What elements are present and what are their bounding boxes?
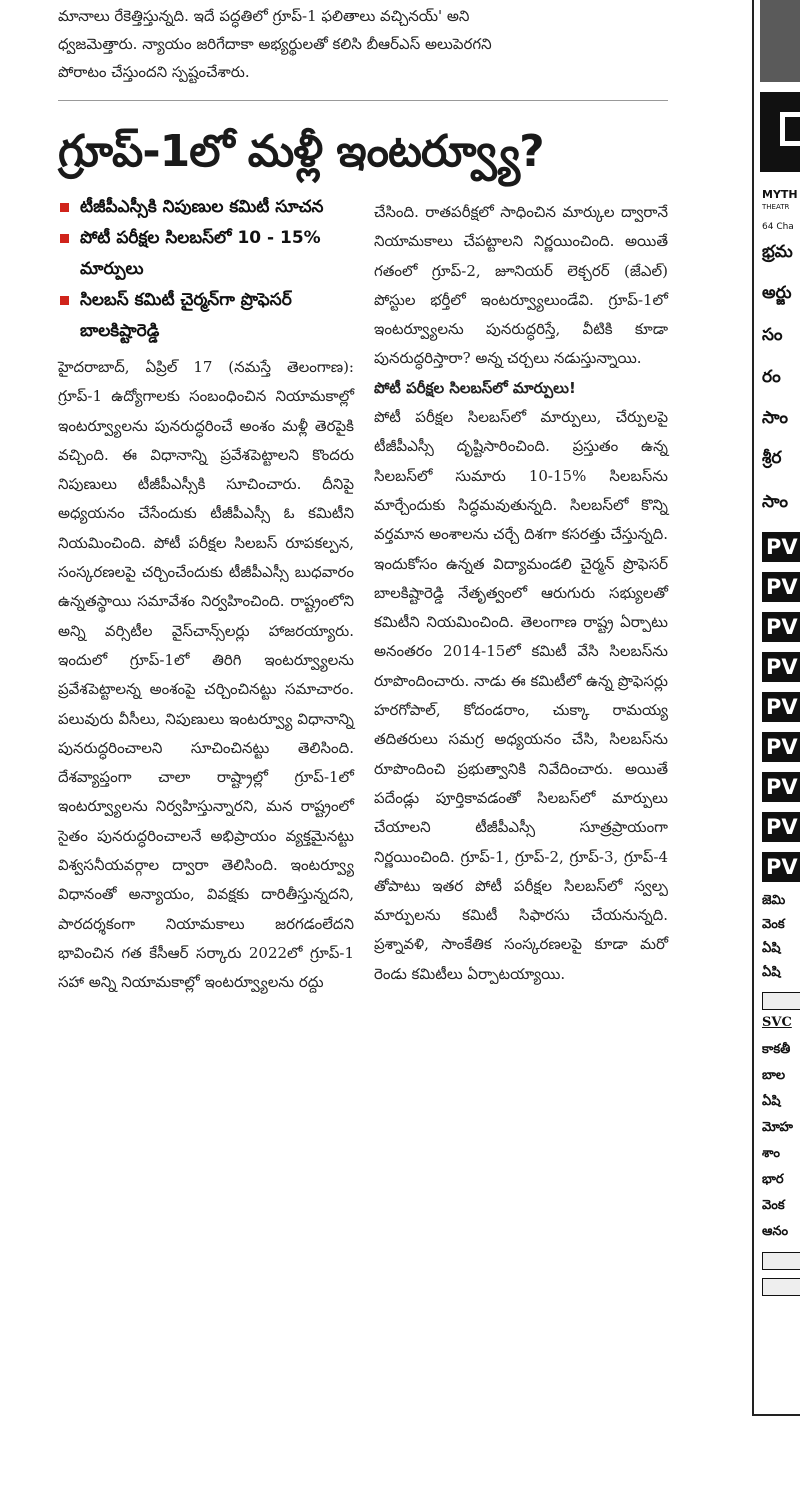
body-right-paragraph-1: చేసింది. రాతపరీక్షలో సాధించిన మార్కుల ద్వారానే నియామకాలు చేపట్టాలని నిర్ణయించింది. అయితే గతంలో గ్రూప్-2, జూనియర్ లెక్చరర్ (జేఎల్) పోస్టుల భర్తీలో ఇంటర్వ్యూలుండేవి. గ్రూప్-1లో ఇంటర్వ్యూలను పునరుద్ధరిస్తే, వీటికి కూడా పునరుద్ధరిస్తారా? అన్న చర్చలు నడుస్తున్నాయి. (374, 203, 668, 368)
left-column (58, 192, 354, 998)
sidebar-row: సం (762, 325, 783, 345)
body-right-paragraph-2: పోటీ పరీక్షల సిలబస్‌లో మార్పులు, చేర్పులపై టీజీపీఎస్సీ దృష్టిసారించింది. ప్రస్తుతం ఉన్న సిలబస్‌లో సుమారు 10-15% సిలబస్‌ను మార్చేందుకు సిద్ధమవుతున్నది. సిలబస్‌లో కొన్ని వర్తమాన అంశాలను చర్చే దిశగా కసరత్తు చేస్తున్నది. ఇందుకోసం ఉన్నత విద్యామండలి చైర్మన్ ప్రొఫెసర్ బాలకిష్టారెడ్డి నేతృత్వంలో ఆరుగురు సభ్యులతో కమిటీని నియమించింది. తెలంగాణ రాష్ట్ర ఏర్పాటు అనంతరం 2014-15లో కమిటీ వేసి సిలబస్‌ను రూపొందించారు. నాడు ఈ కమిటీలో ఉన్న ప్రొఫెసర్లు హరగోపాల్, కోదండరాం, చుక్కా రామయ్య తదితరులు సమగ్ర అధ్యయనం చేసి, సిలబస్‌ను రూపొందించి ప్రభుత్వానికి నివేదించారు. అయితే పదేండ్లు పూర్తికావడంతో సిలబస్‌లో మార్పులు చేయాలని టీజీపీఎస్సీ సూత్రప్రాయంగా నిర్ణయించింది. గ్రూప్-1, గ్రూప్-2, గ్రూప్-3, గ్రూప్-4 తోపాటు ఇతర పోటీ పరీక్షల సిలబస్‌లో స్వల్ప మార్పులను కమిటీ సిఫారసు చేయనున్నది. ప్రశ్నావళి, సాంకేతిక సంస్కరణలపై కూడా మరో రెండు కమిటీలు ఏర్పాటయ్యాయి. (374, 408, 668, 983)
sidebar-small-row: ఏషి (762, 941, 781, 956)
intro-paragraph (58, 0, 668, 86)
sidebar-row: రం (762, 367, 781, 387)
pv-badge: PV (762, 732, 800, 762)
bullet-square-icon (60, 203, 69, 212)
right-column (374, 198, 668, 989)
sidebar-small-row: వెంక (762, 917, 785, 932)
pv-badge: PV (762, 692, 800, 722)
highlights-list (58, 192, 354, 347)
sidebar-small-row: ఏషి (762, 1094, 781, 1109)
sidebar-small-row: కాకతీ (762, 1042, 791, 1057)
pv-badge: PV (762, 572, 800, 602)
pv-badge: PV (762, 772, 800, 802)
intro-line: పోరాటం చేస్తుందని స్పష్టంచేశారు. (58, 63, 250, 81)
sidebar-brand-sub: THEATR (762, 203, 790, 211)
sidebar-photo (760, 0, 800, 82)
highlight-text: పోటీ పరీక్షల సిలబస్‌లో 10 - 15% మార్పులు (80, 228, 321, 279)
sidebar-small-row: జెమి (762, 893, 786, 908)
logo-glyph-icon (780, 112, 800, 146)
pv-badge: PV (762, 612, 800, 642)
pv-badge: PV (762, 532, 800, 562)
sidebar-small-row: ఏషి (762, 965, 781, 980)
sidebar-row: సాం (762, 492, 788, 512)
body-left-paragraph: హైదరాబాద్, ఏప్రిల్ 17 (నమస్తే తెలంగాణ): గ్రూప్-1 ఉద్యోగాలకు సంబంధించిన నియామకాల్లో ఇంటర్వ్యూలను పునరుద్ధరించే అంశం మళ్లీ తెరపైకి వచ్చింది. ఈ విధానాన్ని ప్రవేశపెట్టాలని కొందరు నిపుణులు టీజీపీఎస్సీకి సూచించారు. దీనిపై అధ్యయనం చేసేందుకు టీజీపీఎస్సీ ఓ కమిటీని నియమించింది. పోటీ పరీక్షల సిలబస్ రూపకల్పన, సంస్కరణలపై చర్చించేందుకు టీజీపీఎస్సీ బుధవారం ఉన్నతస్థాయి సమావేశం నిర్వహించింది. రాష్ట్రంలోని అన్ని వర్సిటీల వైస్‌చాన్స్‌లర్లు హాజరయ్యారు. ఇందులో గ్రూప్-1లో తిరిగి ఇంటర్వ్యూలను ప్రవేశపెట్టాలన్న అంశంపై చర్చించినట్టు సమాచారం. పలువురు వీసీలు, నిపుణులు ఇంటర్వ్యూ విధానాన్ని పునరుద్ధరించాలని సూచించినట్టు తెలిసింది. దేశవ్యాప్తంగా చాలా రాష్ట్రాల్లో గ్రూప్-1లో ఇంటర్వ్యూలను నిర్వహిస్తున్నారని, మన రాష్ట్రంలో సైతం పునరుద్ధరించాలనే అభిప్రాయం వ్యక్తమైనట్టు విశ్వసనీయవర్గాల ద్వారా తెలిసింది. ఇంటర్వ్యూ విధానంతో అన్యాయం, వివక్షకు దారితీస్తున్నదని, పారదర్శకంగా నియామకాలు జరగడంలేదని భావించిన గత కేసీఆర్ సర్కారు 2022లో గ్రూప్-1 సహా అన్ని నియామకాల్లో ఇంటర్వ్యూలను రద్దు (58, 358, 354, 992)
pv-badge: PV (762, 852, 800, 882)
highlight-item (58, 192, 354, 223)
bullet-square-icon (60, 234, 69, 243)
sidebar-channels: 64 Cha (762, 222, 794, 232)
headline: గ్రూప్-1లో మళ్లీ ఇంటర్వ్యూ? (58, 126, 544, 177)
pv-badge: PV (762, 652, 800, 682)
highlight-text: టీజీపీఎస్సీకి నిపుణుల కమిటీ సూచన (80, 197, 324, 217)
article-intro (58, 0, 668, 86)
sidebar-small-row: మోహ (762, 1120, 793, 1135)
highlight-item (58, 223, 354, 285)
sidebar-brand: MYTH (762, 188, 798, 201)
sidebar-logo (760, 92, 800, 172)
intro-line: ధ్వజమెత్తారు. న్యాయం జరిగేదాకా అభ్యర్థులతో కలిసి బీఆర్ఎస్ అలుపెరగని (58, 35, 492, 53)
sidebar-bottom-rule (752, 1414, 800, 1416)
sidebar-logo-badge (762, 992, 800, 1010)
highlight-item (58, 285, 354, 347)
sidebar-logo-badge (762, 1252, 800, 1270)
sidebar-row: సాం (762, 408, 788, 428)
sidebar-small-row: వెంక (762, 1198, 785, 1213)
sidebar-small-row: శాం (762, 1146, 780, 1161)
sidebar-row: శ్రీర (762, 448, 782, 468)
sidebar-small-row: బాల (762, 1068, 786, 1083)
sidebar-small-row: ఆనం (762, 1224, 789, 1239)
bullet-square-icon (60, 296, 69, 305)
pv-badge: PV (762, 812, 800, 842)
sidebar-logo-badge (762, 1278, 800, 1296)
sidebar-row: భ్రమ (762, 242, 793, 262)
intro-line: మానాలు రేకెత్తిస్తున్నది. ఇదే పద్ధతిలో గ్రూప్-1 ఫలితాలు వచ్చినయ్' అని (58, 7, 470, 25)
highlight-text: సిలబస్ కమిటీ చైర్మన్‌గా ప్రొఫెసర్ బాలకిష్టారెడ్డి (80, 290, 292, 341)
section-divider (58, 100, 668, 101)
svc-label: SVC (762, 1015, 792, 1030)
adjacent-column-strip (752, 0, 800, 1415)
sidebar-small-row: భార (762, 1172, 784, 1187)
sidebar-row: అర్జు (762, 283, 792, 303)
subheading: పోటీ పరీక్షల సిలబస్‌లో మార్పులు! (374, 378, 576, 397)
